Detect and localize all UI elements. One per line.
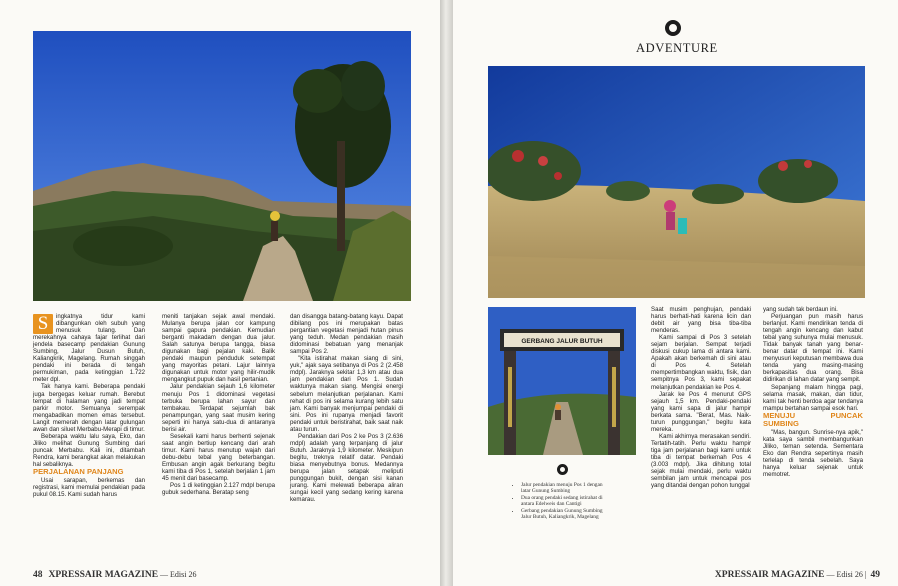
paragraph: Perjuangan pun masih harus berlanjut. Kami mendirikan tenda di tengah angin kencang dan kabut tebal yang suhunya mulai menusuk. Tidak banyak tanah yang benar-benar datar di tempat ini. Kami menyusuri keputusan membawa dua tenda yang masing-masing berkapasitas dua orang. Bisa didirikan di lahan datar yang sempit.: [763, 313, 863, 384]
ring-logo-icon: [665, 20, 681, 36]
hikers-resting-image: [488, 66, 865, 298]
spine-gutter: [440, 0, 453, 586]
mountain-trail-image: [33, 31, 411, 301]
paragraph: meniti tanjakan sejak awal mendaki. Mulanya berupa jalan cor kampung sampai gapura pendakian. Kemudian berganti makadam dengan dua jalur. Salah satunya berupa tangga, biasa digunakan bagi pejalan kaki. Balik pendaki maupun penduduk setempat yang mayoritas petani. Lajur lainnya digunakan untuk motor yang hilir-mudik mengangkut pupuk dan hasil pertanian.: [162, 313, 275, 384]
paragraph: Sepanjang malam hingga pagi, selama masak, makan, dan tidur, kami tak henti berdoa agar tendanya mampu bertahan sampai esok hari.: [763, 383, 863, 412]
trail-gate-image: [488, 307, 636, 455]
paragraph: "Mas, bangun. Sunrise-nya apik," kata saya sambil membangunkan Jiliko, teman setenda. Sementara Eko dan Rendra sepertinya masih terlelap di tenda sebelah. Saya hanya keluar sejenak untuk memotret.: [763, 428, 863, 478]
subhead-perjalanan-panjang: PERJALANAN PANJANG: [33, 467, 124, 477]
photo-trail-gate: [488, 307, 636, 455]
paragraph: Pos 1 di ketinggian 2.127 mdpl berupa gubuk sederhana. Beratap seng: [162, 482, 275, 497]
paragraph: Kami sampai di Pos 3 setelah sejam berjalan. Sempat terjadi diskusi cukup lama di antara kami. Apakah akan berkemah di sini atau di Pos 4. Setelah mempertimbangkan waktu, fisik, dan sempitnya Pos 3, kami sepakat melanjutkan pendakian ke Pos 4.: [651, 334, 751, 391]
paragraph: ingkatnya tidur kami dibangunkan oleh subuh yang menusuk tulang. Dan merekahnya cahaya fajar terlihat dari jendela basecamp pendakian Gunung Sumbing, Jalur Dusun Butuh, Kaliangkrik, Magelang. Rumah singgah pendaki ini berada di tengah permukiman, pada ketinggian 1.722 meter dpl.: [33, 313, 145, 384]
left-column-3: [290, 313, 403, 503]
caption-item: • Dua orang pendaki sedang istirahat di antara Edelweis dan Cantigi: [521, 495, 613, 507]
paragraph: yang sudah tak berdaun ini.: [763, 306, 838, 313]
right-column-2: [763, 306, 863, 478]
paragraph: Usai sarapan, berkemas dan registrasi, kami memulai pendakian pada pukul 08.15. Kami sudah harus: [33, 476, 145, 498]
edition: — Edisi 26 |: [826, 570, 867, 579]
paragraph: "Kita istirahat makan siang di sini, yuk," ajak saya setibanya di Pos 2 (2.458 mdpl). Jaraknya sekitar 1,3 km atau dua jam pendakian dari Pos 1. Sudah waktunya makan siang. Mengisi energi sebelum melanjutkan perjalanan. Kami rehat di pos ini selama kurang lebih satu jam. Kami banyak menjumpai pendaki di sini. Pos ini rupanya menjadi favorit pendaki untuk beristirahat, baik saat naik atau turun.: [290, 355, 403, 433]
left-page: [0, 0, 440, 586]
caption-ring-icon: [557, 464, 568, 475]
paragraph: Beberapa waktu lalu saya, Eko, dan Jiliko melihat Gunung Sumbing dari puncak Merbabu. Kali ini, ditambah Rendra, kami berangkat akan melakukan hal sebaliknya.: [33, 432, 145, 468]
left-column-1: [33, 313, 145, 498]
page-number: 49: [870, 570, 880, 580]
photo-mountain-trail: [33, 31, 411, 301]
paragraph: Jarak ke Pos 4 menurut GPS sejauh 1,5 km. Pendaki-pendaki yang kami sapa di jalur hampir berkata sama. "Berat, Mas. Naik-turun punggungan," begitu kata mereka.: [651, 390, 751, 433]
paragraph: dan disangga batang-batang kayu. Dapat dibilang pos ini merupakan batas pergantian vegetasi menjadi hutan pinus yang teduh. Medan pendakian masih didominasi bebatuan yang menanjak sampai Pos 2.: [290, 313, 403, 356]
photo-hikers-resting: [488, 66, 865, 298]
gate-sign: GERBANG JALUR BUTUH: [521, 338, 603, 345]
right-column-1: [651, 306, 751, 489]
subhead-menuju-puncak: MENUJU PUNCAK SUMBING: [763, 410, 863, 429]
section-title: ADVENTURE: [636, 41, 718, 55]
page-number: 48: [33, 570, 43, 580]
photo-captions: [513, 482, 613, 521]
dropcap: S: [33, 314, 53, 334]
paragraph: Tak hanya kami. Beberapa pendaki juga bergegas keluar rumah. Berebut tempat di halaman yang jadi tempat parkir motor. Semuanya serempak mengabadikan momen emas tersebut. Langit memerah dengan latar gulungan awan dan siluet Merbabu-Merapi di timur.: [33, 383, 145, 433]
right-footer: [715, 570, 880, 580]
paragraph: Pendakian dari Pos 2 ke Pos 3 (2.636 mdpl) adalah yang terpanjang di jalur Butuh. Jaraknya 1,9 kilometer. Meskipun begitu, treknya relatif datar. Pendaki biasa menyebutnya bonus. Medannya berupa jalan setapak meliputi punggungan bukit, dengan sisi kanan jurang. Kami melewati beberapa aliran sungai kecil yang sedang kering karena kemarau.: [290, 432, 403, 504]
left-footer: [33, 570, 196, 580]
paragraph: Saat musim penghujan, pendaki harus berhati-hati karena licin dan debit air yang bisa tiba-tiba menderas.: [651, 306, 751, 335]
paragraph: Kami akhirnya merasakan sendiri. Tertatih-tatih. Perlu waktu hampir tiga jam perjalanan bagi kami untuk tiba di tempat berkemah Pos 4 (3.003 mdpl). Jika dihitung total sejak mulai mendaki, perlu waktu sembilan jam untuk mencapai pos yang ditandai dengan pohon tunggal: [651, 432, 751, 490]
caption-item: • Gerbang pendakian Gunung Sumbing Jalur Butuh, Kaliangkrik, Magelang: [521, 508, 613, 520]
right-page: [453, 0, 898, 586]
left-column-2: [162, 313, 275, 496]
paragraph: Jalur pendakian sejauh 1,6 kilometer menuju Pos 1 didominasi vegetasi terbuka berupa lahan sayur dan tembakau. Terdapat sejumlah bak penampungan, yang saat musim kering seperti ini hanya satu-dua di antaranya berisi air.: [162, 383, 275, 433]
paragraph: Sesekali kami harus berhenti sejenak saat angin bertiup kencang dari arah timur. Kami harus menutup wajah dari debu-debu tebal yang beterbangan. Embusan angin agak berkurang begitu kami tiba di Pos 1, setelah berjalan 1 jam 45 menit dari basecamp.: [162, 432, 275, 483]
edition: — Edisi 26: [160, 570, 197, 579]
caption-item: • Jalur pendakian menuju Pos 1 dengan latar Gunung Sumbing: [521, 482, 613, 494]
magazine-name: XPRESSAIR MAGAZINE: [48, 570, 159, 580]
magazine-name: XPRESSAIR MAGAZINE: [714, 570, 825, 580]
